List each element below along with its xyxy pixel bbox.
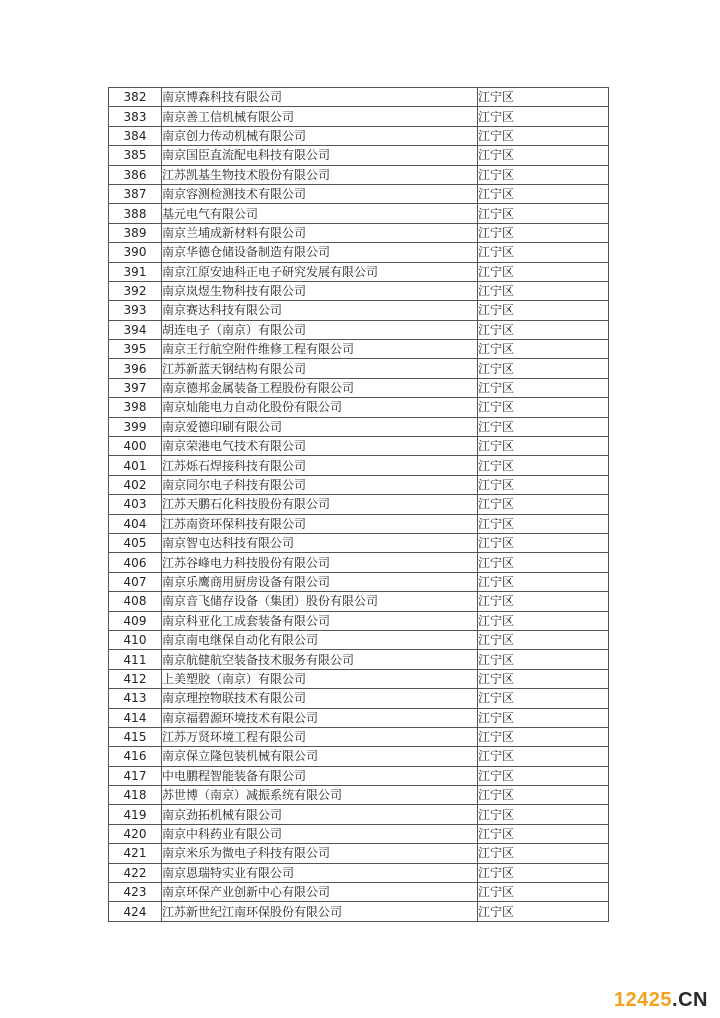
row-number: 396: [109, 359, 162, 378]
table-row: [109, 126, 609, 145]
company-name: 中电鹏程智能装备有限公司: [162, 766, 478, 785]
table-row: [109, 475, 609, 494]
row-number: 424: [109, 902, 162, 921]
table-row: [109, 902, 609, 921]
company-name: 南京理控物联技术有限公司: [162, 689, 478, 708]
table-row: [109, 243, 609, 262]
district: 江宁区: [478, 359, 609, 378]
company-name: 江苏万贤环境工程有限公司: [162, 727, 478, 746]
company-name: 江苏天鹏石化科技股份有限公司: [162, 495, 478, 514]
table-row: [109, 223, 609, 242]
district: 江宁区: [478, 572, 609, 591]
company-name: 南京福碧源环境技术有限公司: [162, 708, 478, 727]
table-row: [109, 592, 609, 611]
company-name: 南京博森科技有限公司: [162, 88, 478, 107]
district: 江宁区: [478, 88, 609, 107]
district: 江宁区: [478, 223, 609, 242]
row-number: 418: [109, 786, 162, 805]
table-row: [109, 689, 609, 708]
district: 江宁区: [478, 669, 609, 688]
district: 江宁区: [478, 165, 609, 184]
company-name: 南京环保产业创新中心有限公司: [162, 883, 478, 902]
district: 江宁区: [478, 805, 609, 824]
company-name: 江苏凯基生物技术股份有限公司: [162, 165, 478, 184]
company-name: 南京华德仓储设备制造有限公司: [162, 243, 478, 262]
row-number: 392: [109, 281, 162, 300]
company-name: 南京江原安迪科正电子研究发展有限公司: [162, 262, 478, 281]
table-row: [109, 824, 609, 843]
table-row: [109, 417, 609, 436]
row-number: 388: [109, 204, 162, 223]
row-number: 417: [109, 766, 162, 785]
row-number: 393: [109, 301, 162, 320]
district: 江宁区: [478, 107, 609, 126]
row-number: 404: [109, 514, 162, 533]
company-name: 南京王行航空附件维修工程有限公司: [162, 340, 478, 359]
company-name: 南京智屯达科技有限公司: [162, 533, 478, 552]
company-name: 南京同尔电子科技有限公司: [162, 475, 478, 494]
row-number: 409: [109, 611, 162, 630]
table-row: [109, 437, 609, 456]
row-number: 390: [109, 243, 162, 262]
district: 江宁区: [478, 184, 609, 203]
table-row: [109, 320, 609, 339]
district: 江宁区: [478, 883, 609, 902]
district: 江宁区: [478, 204, 609, 223]
row-number: 403: [109, 495, 162, 514]
table-row: [109, 146, 609, 165]
table-row: [109, 359, 609, 378]
company-name: 南京创力传动机械有限公司: [162, 126, 478, 145]
table-row: [109, 533, 609, 552]
company-name: 江苏谷峰电力科技股份有限公司: [162, 553, 478, 572]
table-row: [109, 805, 609, 824]
district: 江宁区: [478, 611, 609, 630]
company-name: 南京保立隆包装机械有限公司: [162, 747, 478, 766]
district: 江宁区: [478, 592, 609, 611]
table-row: [109, 262, 609, 281]
district: 江宁区: [478, 863, 609, 882]
row-number: 384: [109, 126, 162, 145]
row-number: 398: [109, 398, 162, 417]
company-name: 南京赛达科技有限公司: [162, 301, 478, 320]
company-name: 南京劲拓机械有限公司: [162, 805, 478, 824]
watermark-domain: .CN: [672, 989, 708, 1011]
row-number: 407: [109, 572, 162, 591]
company-name: 南京岚煜生物科技有限公司: [162, 281, 478, 300]
row-number: 400: [109, 437, 162, 456]
table-row: [109, 340, 609, 359]
company-name: 南京兰埔成新材料有限公司: [162, 223, 478, 242]
row-number: 420: [109, 824, 162, 843]
company-name: 南京中科药业有限公司: [162, 824, 478, 843]
table-row: [109, 204, 609, 223]
district: 江宁区: [478, 262, 609, 281]
table-row: [109, 708, 609, 727]
company-name: 江苏新世纪江南环保股份有限公司: [162, 902, 478, 921]
row-number: 421: [109, 844, 162, 863]
district: 江宁区: [478, 475, 609, 494]
table-row: [109, 611, 609, 630]
table-row: [109, 553, 609, 572]
table-row: [109, 301, 609, 320]
company-name: 江苏南资环保科技有限公司: [162, 514, 478, 533]
district: 江宁区: [478, 398, 609, 417]
row-number: 415: [109, 727, 162, 746]
company-name: 苏世博（南京）减振系统有限公司: [162, 786, 478, 805]
row-number: 397: [109, 378, 162, 397]
company-name: 南京容测检测技术有限公司: [162, 184, 478, 203]
district: 江宁区: [478, 630, 609, 649]
table-row: [109, 844, 609, 863]
company-name: 南京善工信机械有限公司: [162, 107, 478, 126]
row-number: 413: [109, 689, 162, 708]
table-row: [109, 630, 609, 649]
company-name: 江苏烁石焊接科技有限公司: [162, 456, 478, 475]
district: 江宁区: [478, 417, 609, 436]
row-number: 399: [109, 417, 162, 436]
company-name: 上美塑胶（南京）有限公司: [162, 669, 478, 688]
row-number: 405: [109, 533, 162, 552]
district: 江宁区: [478, 766, 609, 785]
row-number: 389: [109, 223, 162, 242]
row-number: 383: [109, 107, 162, 126]
row-number: 423: [109, 883, 162, 902]
company-name: 南京科亚化工成套装备有限公司: [162, 611, 478, 630]
watermark-logo: [614, 989, 708, 1012]
company-name: 南京灿能电力自动化股份有限公司: [162, 398, 478, 417]
district: 江宁区: [478, 495, 609, 514]
company-name: 南京乐鹰商用厨房设备有限公司: [162, 572, 478, 591]
table-row: [109, 184, 609, 203]
district: 江宁区: [478, 708, 609, 727]
district: 江宁区: [478, 747, 609, 766]
row-number: 414: [109, 708, 162, 727]
district: 江宁区: [478, 243, 609, 262]
company-name: 南京国臣直流配电科技有限公司: [162, 146, 478, 165]
row-number: 408: [109, 592, 162, 611]
row-number: 402: [109, 475, 162, 494]
company-name: 基元电气有限公司: [162, 204, 478, 223]
table-row: [109, 572, 609, 591]
row-number: 394: [109, 320, 162, 339]
row-number: 410: [109, 630, 162, 649]
company-name: 南京南电继保自动化有限公司: [162, 630, 478, 649]
row-number: 387: [109, 184, 162, 203]
district: 江宁区: [478, 281, 609, 300]
district: 江宁区: [478, 146, 609, 165]
district: 江宁区: [478, 553, 609, 572]
row-number: 406: [109, 553, 162, 572]
district: 江宁区: [478, 844, 609, 863]
table-row: [109, 398, 609, 417]
row-number: 416: [109, 747, 162, 766]
company-name: 南京航健航空装备技术服务有限公司: [162, 650, 478, 669]
watermark-number: 12425: [613, 989, 673, 1011]
row-number: 395: [109, 340, 162, 359]
company-name: 江苏新蓝天钢结构有限公司: [162, 359, 478, 378]
table-row: [109, 669, 609, 688]
district: 江宁区: [478, 689, 609, 708]
district: 江宁区: [478, 650, 609, 669]
company-name: 南京荣港电气技术有限公司: [162, 437, 478, 456]
table-row: [109, 747, 609, 766]
company-table: [108, 87, 609, 922]
district: 江宁区: [478, 320, 609, 339]
table-row: [109, 281, 609, 300]
row-number: 391: [109, 262, 162, 281]
district: 江宁区: [478, 301, 609, 320]
district: 江宁区: [478, 378, 609, 397]
company-name: 南京恩瑞特实业有限公司: [162, 863, 478, 882]
company-name: 南京德邦金属装备工程股份有限公司: [162, 378, 478, 397]
row-number: 412: [109, 669, 162, 688]
district: 江宁区: [478, 902, 609, 921]
row-number: 386: [109, 165, 162, 184]
table-row: [109, 378, 609, 397]
district: 江宁区: [478, 824, 609, 843]
district: 江宁区: [478, 126, 609, 145]
row-number: 422: [109, 863, 162, 882]
row-number: 401: [109, 456, 162, 475]
table-row: [109, 883, 609, 902]
company-table-body: [109, 88, 609, 922]
table-row: [109, 863, 609, 882]
table-row: [109, 107, 609, 126]
district: 江宁区: [478, 514, 609, 533]
company-name: 南京米乐为微电子科技有限公司: [162, 844, 478, 863]
table-row: [109, 650, 609, 669]
table-row: [109, 766, 609, 785]
district: 江宁区: [478, 786, 609, 805]
district: 江宁区: [478, 533, 609, 552]
district: 江宁区: [478, 437, 609, 456]
table-row: [109, 88, 609, 107]
table-row: [109, 727, 609, 746]
company-name: 南京音飞储存设备（集团）股份有限公司: [162, 592, 478, 611]
row-number: 385: [109, 146, 162, 165]
district: 江宁区: [478, 727, 609, 746]
table-row: [109, 495, 609, 514]
table-row: [109, 456, 609, 475]
row-number: 382: [109, 88, 162, 107]
row-number: 411: [109, 650, 162, 669]
table-row: [109, 514, 609, 533]
district: 江宁区: [478, 340, 609, 359]
company-name: 南京爱德印刷有限公司: [162, 417, 478, 436]
company-name: 胡连电子（南京）有限公司: [162, 320, 478, 339]
district: 江宁区: [478, 456, 609, 475]
row-number: 419: [109, 805, 162, 824]
table-row: [109, 165, 609, 184]
table-row: [109, 786, 609, 805]
